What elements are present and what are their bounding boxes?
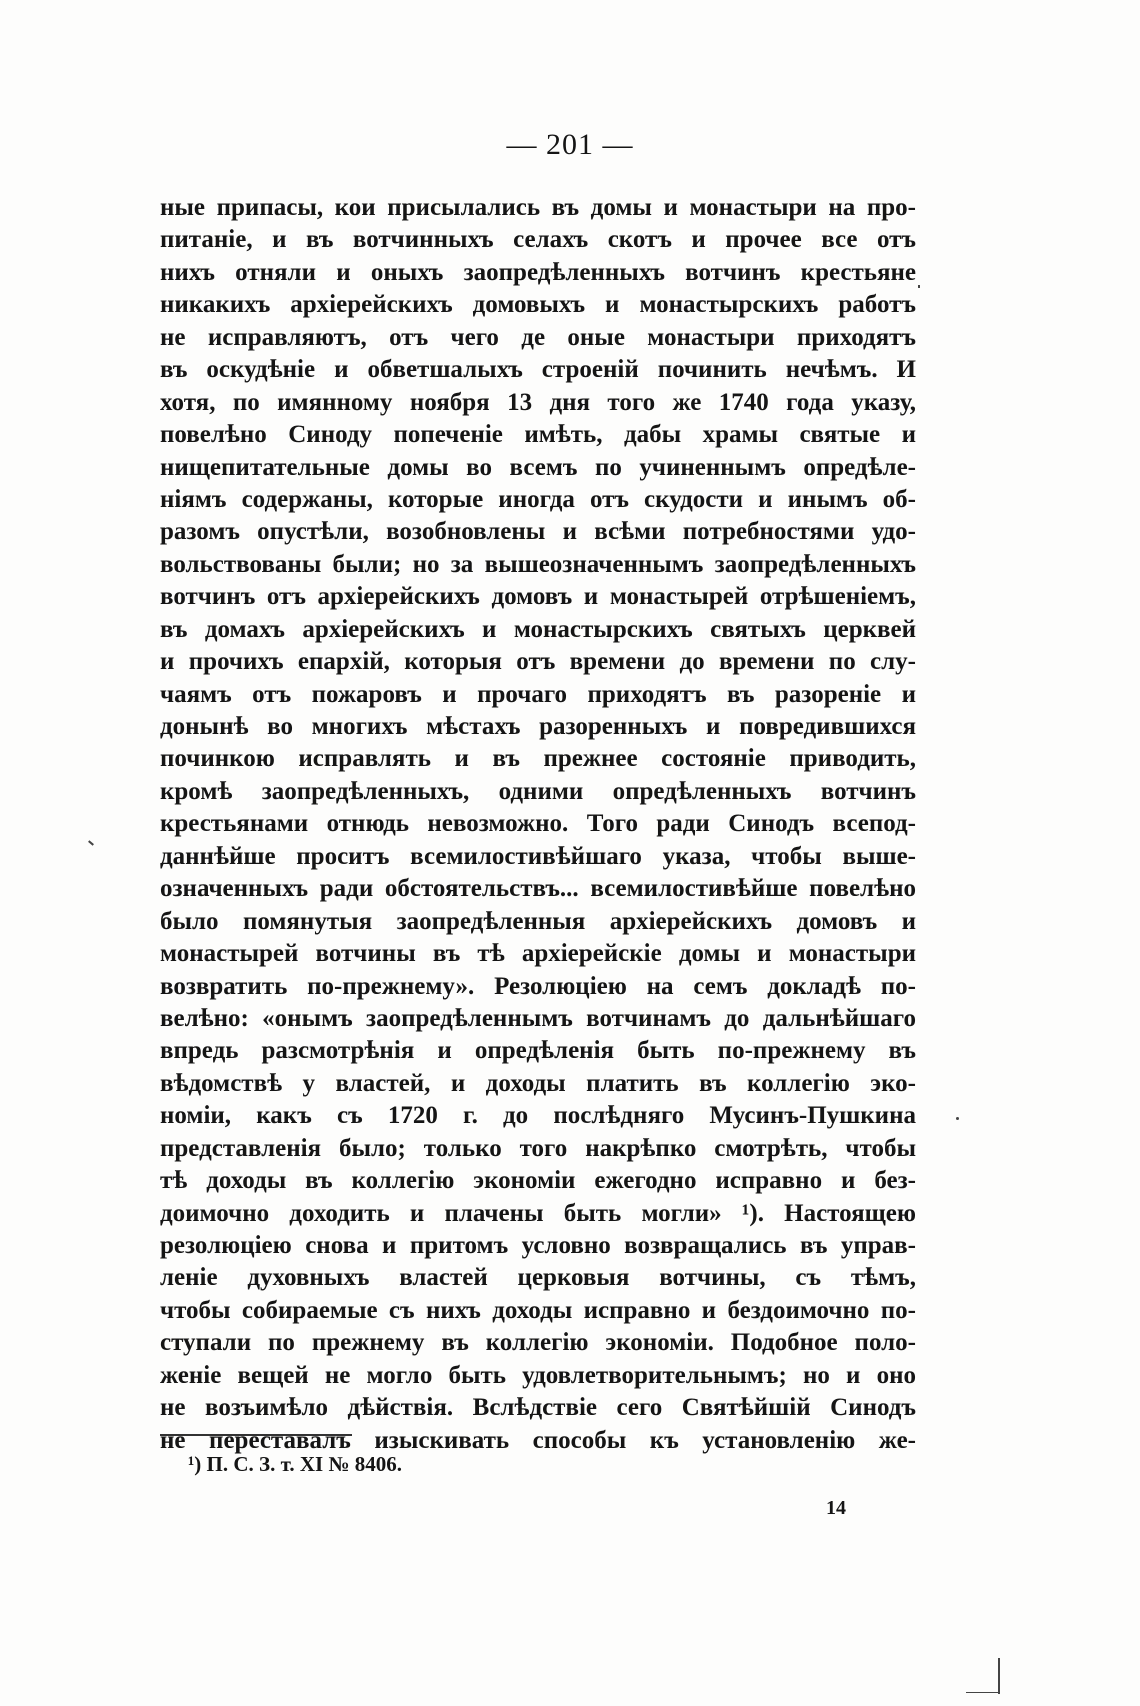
text-line: даннѣйше проситъ всемилостивѣйшаго указа, чтобы выше- [160,842,916,870]
text-line: никакихъ архіерейскихъ домовыхъ и монастырскихъ работъ [160,291,916,319]
text-line: и прочихъ епархій, которыя отъ времени до времени по слу- [160,648,916,676]
text-line: женіе вещей не могло быть удовлетворительнымъ; но и оно [160,1361,916,1389]
text-line: чаямъ отъ пожаровъ и прочаго приходятъ въ разореніе и [160,680,916,708]
text-line: леніе духовныхъ властей церковыя вотчины, съ тѣмъ, [160,1264,916,1292]
text-line: питаніе, и въ вотчинныхъ селахъ скотъ и прочее все отъ [160,226,916,254]
text-line: вѣдомствѣ у властей, и доходы платить въ коллегію эко- [160,1069,916,1097]
text-line: монастырей вотчины въ тѣ архіерейскіе домы и монастыри [160,940,916,968]
text-line: починкою исправлять и въ прежнее состояніе приводить, [160,745,916,773]
scan-speck [966,1692,998,1693]
text-line: не исправляютъ, отъ чего де оные монастыри приходятъ [160,323,916,351]
text-line: не переставалъ изыскивать способы къ установленію же- [160,1426,916,1454]
text-line: вольствованы были; но за вышеозначеннымъ заопредѣленныхъ [160,550,916,578]
text-line: вотчинъ отъ архіерейскихъ домовъ и монастырей отрѣшеніемъ, [160,583,916,611]
text-line: номіи, какъ съ 1720 г. до послѣдняго Мусинъ-Пушкина [160,1102,916,1130]
scan-speck [998,1658,1000,1694]
signature-mark: 14 [826,1497,846,1519]
text-line: впредь разсмотрѣнія и опредѣленія быть по-прежнему въ [160,1037,916,1065]
scan-speck [956,1117,959,1120]
text-line: кромѣ заопредѣленныхъ, одними опредѣленныхъ вотчинъ [160,777,916,805]
text-line: нищепитательные домы во всемъ по учиненнымъ опредѣле- [160,453,916,481]
text-line: донынѣ во многихъ мѣстахъ разоренныхъ и повредившихся [160,713,916,740]
text-line: доимочно доходить и плачены быть могли» ¹). Настоящею [160,1199,916,1227]
text-line: возвратить по-прежнему». Резолюціею на семъ докладѣ по- [160,972,916,1000]
text-line: въ домахъ архіерейскихъ и монастырскихъ святыхъ церквей [160,615,916,643]
text-line: хотя, по имянному ноября 13 дня того же 1740 года указу, [160,388,916,416]
text-line: нихъ отняли и оныхъ заопредѣленныхъ вотчинъ крестьяне [160,258,916,286]
text-line: означенныхъ ради обстоятельствъ... всемилостивѣйше повелѣно [160,875,916,903]
scan-speck [918,285,920,288]
text-line: ные припасы, кои присылались въ домы и монастыри на про- [160,194,916,221]
text-line: представленія было; только того накрѣпко смотрѣть, чтобы [160,1134,916,1162]
text-line: крестьянами отнюдь невозможно. Того ради Синодъ всепод- [160,810,916,838]
text-line: повелѣно Синоду попеченіе имѣть, дабы храмы святые и [160,421,916,449]
scan-speck [88,840,94,845]
text-line: велѣно: «онымъ заопредѣленнымъ вотчинамъ до дальнѣйшаго [160,1004,916,1032]
text-line: ступали по прежнему въ коллегію экономіи. Подобное поло- [160,1329,916,1357]
body-text [160,192,916,1457]
footnote: ¹) П. С. З. т. XI № 8406. [188,1452,403,1476]
page-number: — 201 — [506,128,634,161]
footnote-rule [160,1434,352,1436]
text-line: разомъ опустѣли, возобновлены и всѣми потребностями удо- [160,518,916,546]
text-line: не возъимѣло дѣйствія. Вслѣдствіе сего Святѣйшій Синодъ [160,1394,916,1422]
text-line: чтобы собираемые съ нихъ доходы исправно и бездоимочно по- [160,1296,916,1324]
text-line: ніямъ содержаны, которые иногда отъ скудости и инымъ об- [160,485,916,513]
text-line: въ оскудѣніе и обветшалыхъ строеній починить нечѣмъ. И [160,356,916,384]
text-line: тѣ доходы въ коллегію экономіи ежегодно исправно и без- [160,1167,916,1195]
text-line: резолюціею снова и притомъ условно возвращались въ управ- [160,1232,916,1259]
text-line: было помянутыя заопредѣленныя архіерейскихъ домовъ и [160,907,916,935]
